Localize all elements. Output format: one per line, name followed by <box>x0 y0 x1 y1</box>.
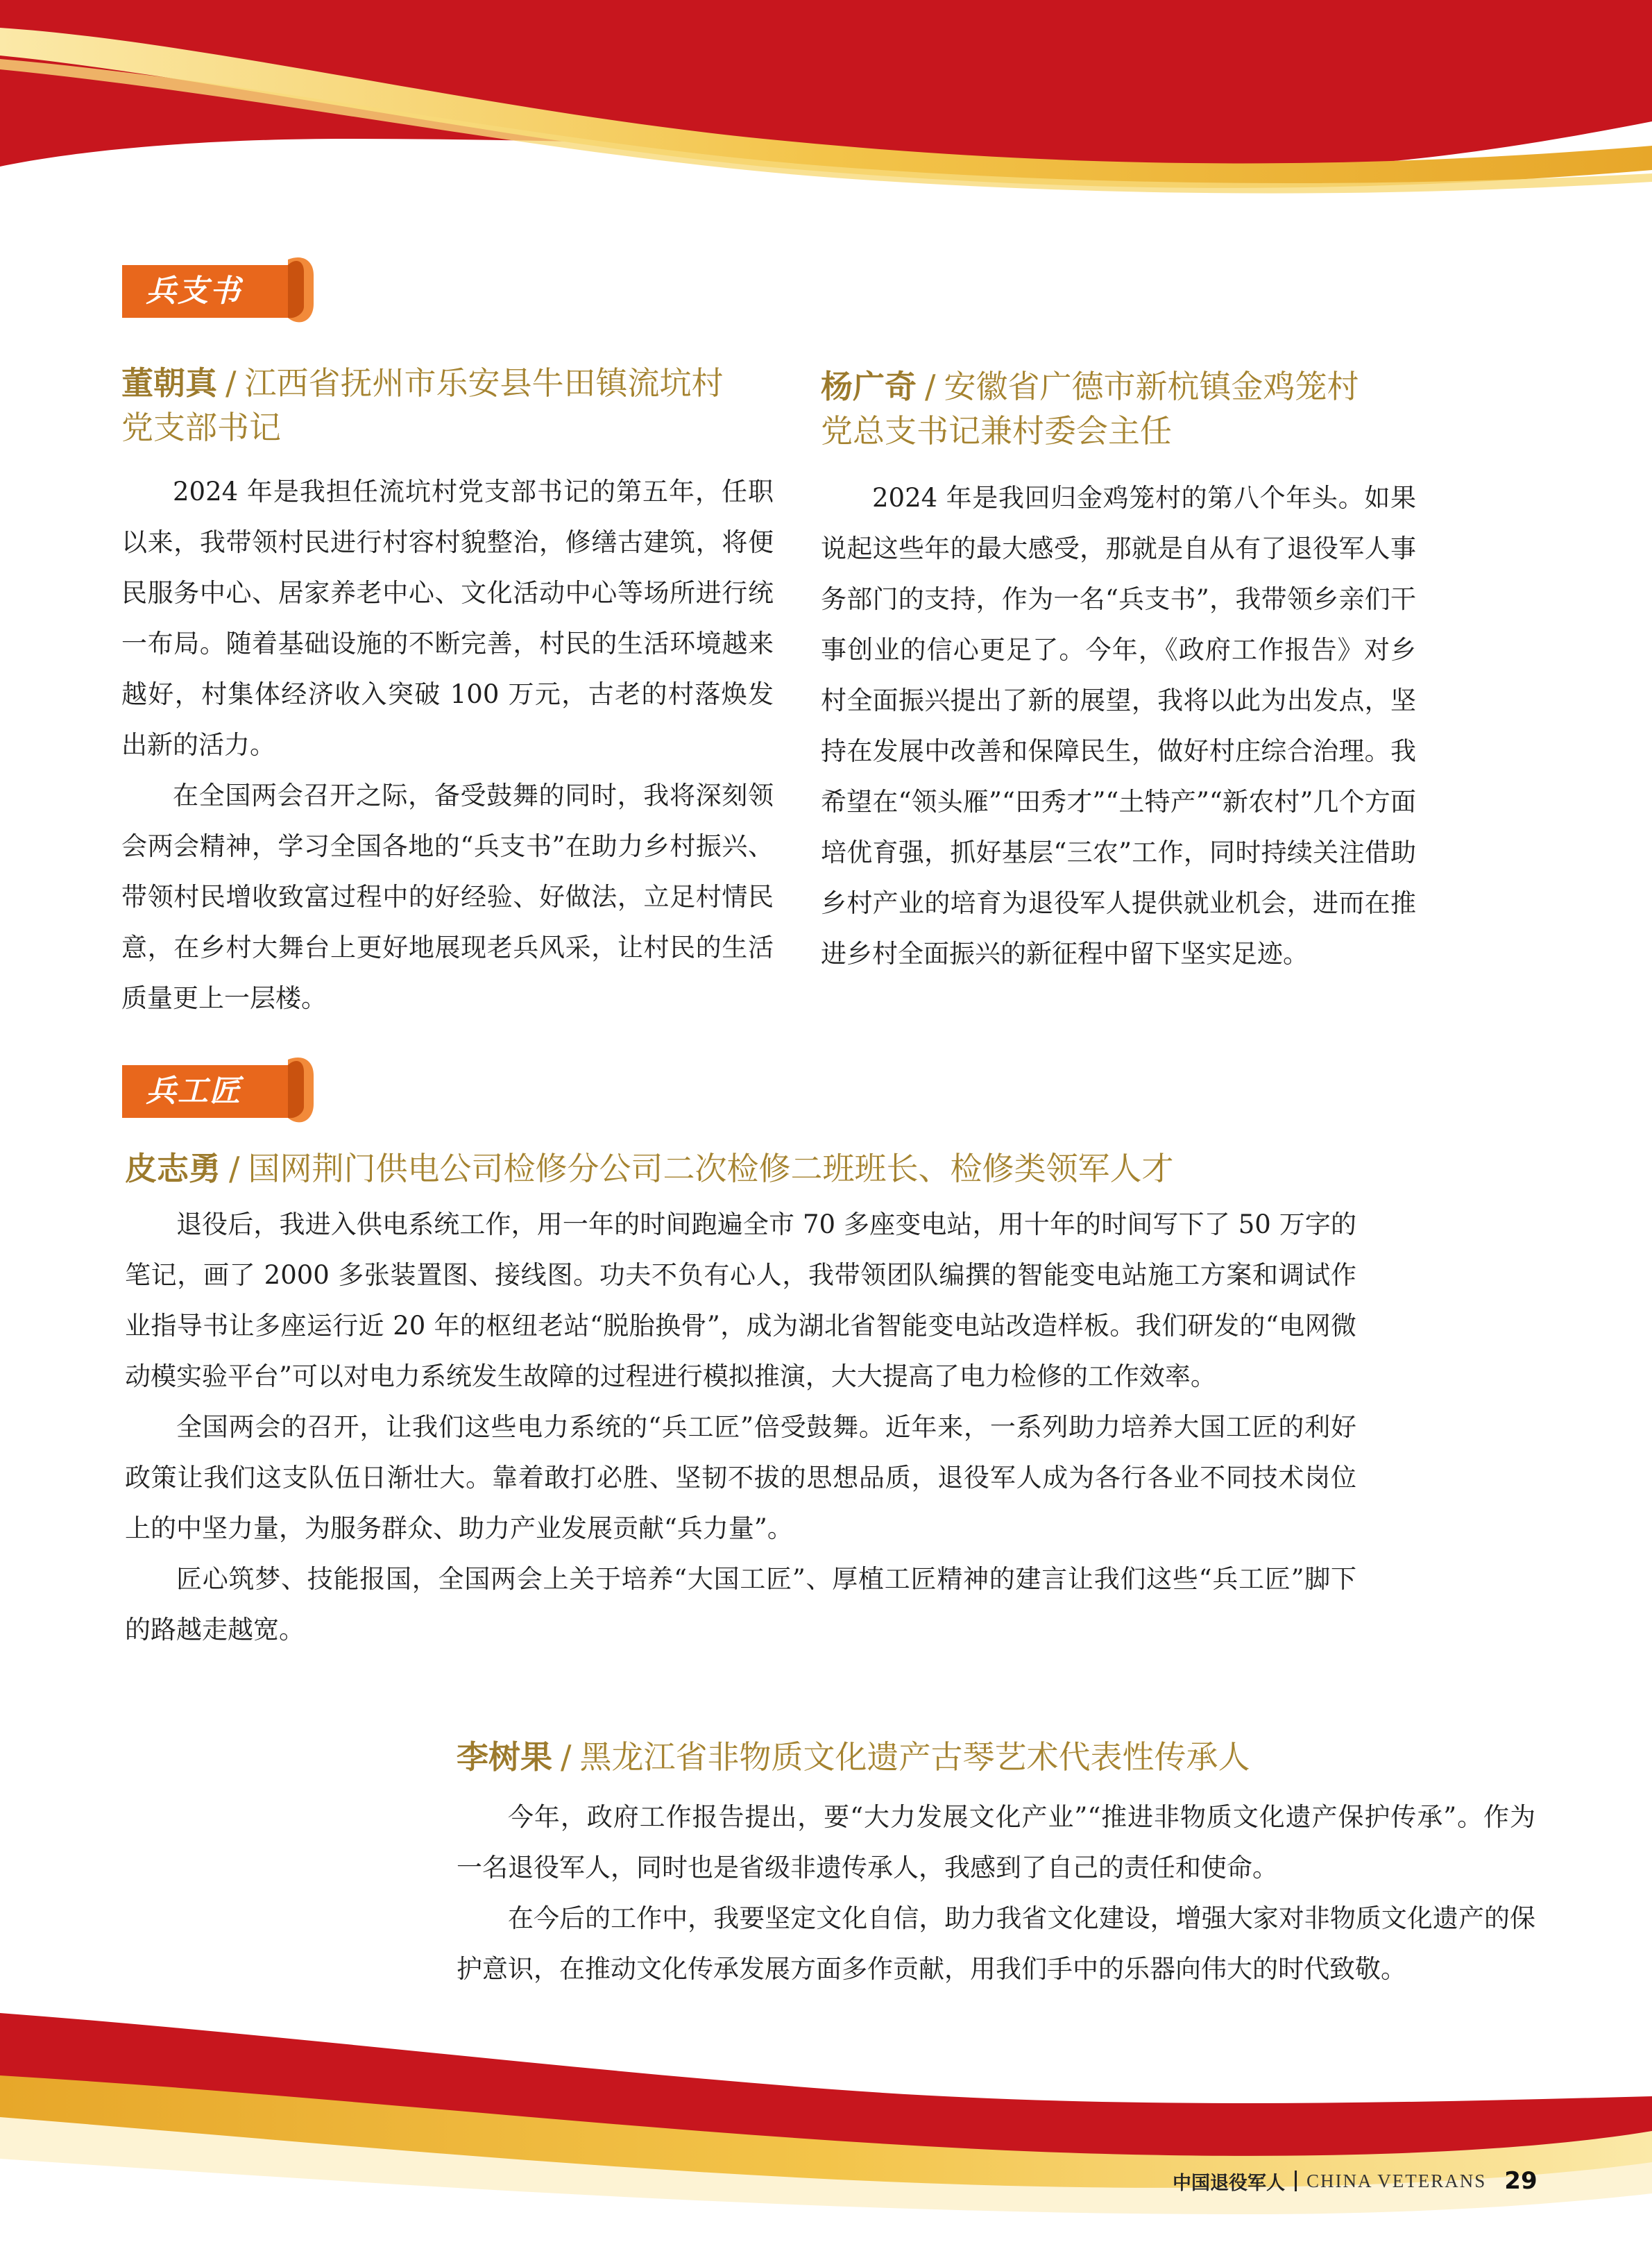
separator: / <box>229 1150 240 1187</box>
person-role: 国网荆门供电公司检修分公司二次检修二班班长、检修类领军人才 <box>248 1150 1174 1187</box>
person-name: 董朝真 <box>121 364 217 402</box>
page-number: 29 <box>1504 2167 1538 2195</box>
paragraph: 退役后，我进入供电系统工作，用一年的时间跑遍全市 70 多座变电站，用十年的时间写下了 50 万字的笔记，画了 2000 多张装置图、接线图。功夫不负有心人，我带领团队编撰的智能变电站施工方案和调试作业指导书让多座运行近 20 年的枢纽老站“脱胎换骨”，成为湖北省智能变电站改造样板。我们研发的“电网微动模实验平台”可以对电力系统发生故障的过程进行模拟推演，大大提高了电力检修的工作效率。 <box>125 1209 1356 1391</box>
paragraph: 全国两会的召开，让我们这些电力系统的“兵工匠”倍受鼓舞。近年来，一系列助力培养大国工匠的利好政策让我们这支队伍日渐壮大。靠着敢打必胜、坚韧不拔的思想品质，退役军人成为各行各业不同技术岗位上的中坚力量，为服务群众、助力产业发展贡献“兵力量”。 <box>125 1412 1356 1543</box>
section-tag-binggongjiang <box>118 1044 326 1128</box>
profile-body <box>121 466 774 1024</box>
section-tag-label: 兵支书 <box>146 273 241 309</box>
profile-heading <box>457 1735 1535 1779</box>
section-tag-label: 兵工匠 <box>146 1073 241 1109</box>
profile-body <box>821 473 1416 979</box>
section-tag-bingzhishu <box>118 244 326 328</box>
person-role: 安徽省广德市新杭镇金鸡笼村 <box>944 368 1359 405</box>
person-role: 江西省抚州市乐安县牛田镇流坑村 <box>244 364 724 402</box>
bottom-decorative-band <box>0 2013 1652 2242</box>
paragraph: 今年，政府工作报告提出，要“大力发展文化产业”“推进非物质文化遗产保护传承”。作为一名退役军人，同时也是省级非遗传承人，我感到了自己的责任和使命。 <box>457 1802 1535 1883</box>
profile-pi-zhiyong <box>125 1146 1356 1655</box>
person-name: 杨广奇 <box>821 368 917 405</box>
separator: / <box>561 1738 572 1776</box>
footer-divider <box>1295 2171 1297 2191</box>
person-name: 李树果 <box>457 1738 552 1776</box>
separator: / <box>225 364 237 402</box>
profile-heading <box>121 361 774 450</box>
bottom-ribbon-graphic <box>0 2013 1652 2242</box>
paragraph: 在全国两会召开之际，备受鼓舞的同时，我将深刻领会两会精神，学习全国各地的“兵支书”在助力乡村振兴、带领村民增收致富过程中的好经验、好做法，立足村情民意，在乡村大舞台上更好地展现老兵风采，让村民的生活质量更上一层楼。 <box>121 781 774 1013</box>
separator: / <box>925 368 936 405</box>
person-name: 皮志勇 <box>125 1150 221 1187</box>
profile-heading <box>125 1146 1356 1191</box>
profile-dong-chaozhen <box>121 361 774 1024</box>
person-role: 黑龙江省非物质文化遗产古琴艺术代表性传承人 <box>579 1738 1250 1776</box>
paragraph: 2024 年是我担任流坑村党支部书记的第五年，任职以来，我带领村民进行村容村貌整治，修缮古建筑，将便民服务中心、居家养老中心、文化活动中心等场所进行统一布局。随着基础设施的不断完善，村民的生活环境越来越好，村集体经济收入突破 100 万元，古老的村落焕发出新的活力。 <box>121 477 774 760</box>
top-decorative-band <box>0 0 1652 215</box>
person-role-line2: 党总支书记兼村委会主任 <box>821 412 1172 450</box>
magazine-title-cn: 中国退役军人 <box>1173 2172 1285 2194</box>
magazine-title-en: CHINA VETERANS <box>1306 2170 1487 2191</box>
paragraph: 匠心筑梦、技能报国，全国两会上关于培养“大国工匠”、厚植工匠精神的建言让我们这些“兵工匠”脚下的路越走越宽。 <box>125 1564 1356 1645</box>
top-ribbon-graphic <box>0 0 1652 215</box>
page-footer <box>1173 2164 1538 2198</box>
profile-heading <box>821 364 1416 453</box>
profile-body <box>125 1199 1356 1655</box>
profile-li-shuguo <box>457 1735 1535 1994</box>
profile-yang-guangqi <box>821 364 1416 979</box>
person-role-line2: 党支部书记 <box>121 409 281 446</box>
profile-body <box>457 1792 1535 1994</box>
paragraph: 在今后的工作中，我要坚定文化自信，助力我省文化建设，增强大家对非物质文化遗产的保护意识，在推动文化传承发展方面多作贡献，用我们手中的乐器向伟大的时代致敬。 <box>457 1903 1535 1984</box>
paragraph: 2024 年是我回归金鸡笼村的第八个年头。如果说起这些年的最大感受，那就是自从有了退役军人事务部门的支持，作为一名“兵支书”，我带领乡亲们干事创业的信心更足了。今年，《政府工作报告》对乡村全面振兴提出了新的展望，我将以此为出发点，坚持在发展中改善和保障民生，做好村庄综合治理。我希望在“领头雁”“田秀才”“土特产”“新农村”几个方面培优育强，抓好基层“三农”工作，同时持续关注借助乡村产业的培育为退役军人提供就业机会，进而在推进乡村全面振兴的新征程中留下坚实足迹。 <box>821 483 1416 969</box>
